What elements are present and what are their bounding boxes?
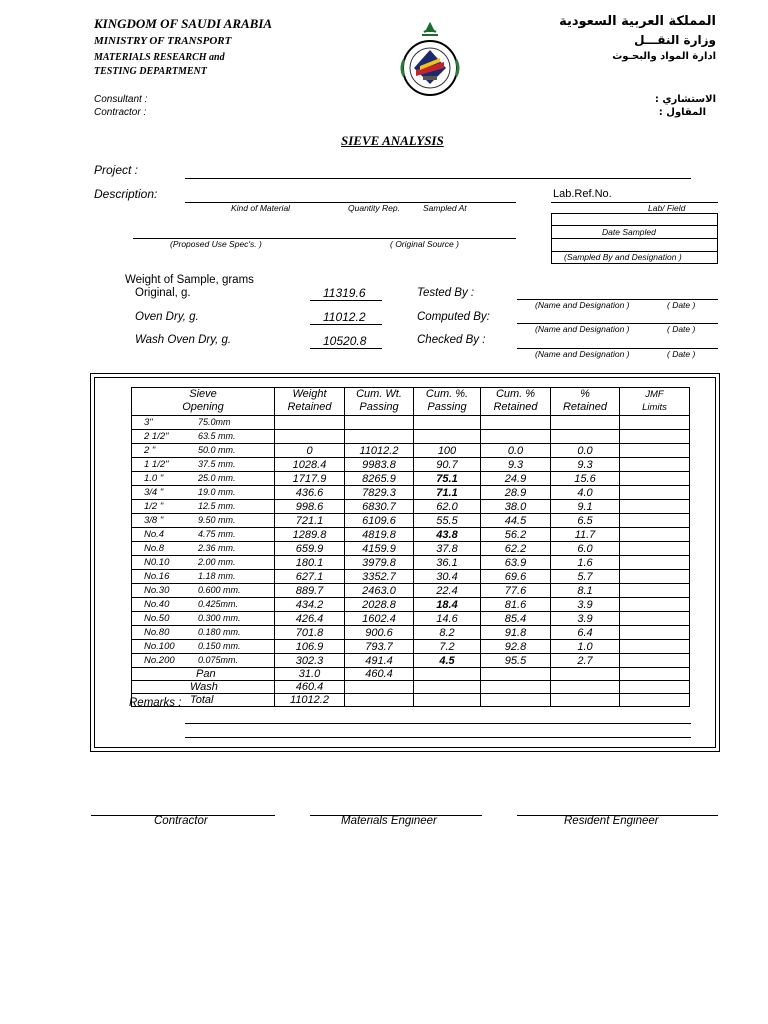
pan-empty-2 xyxy=(481,668,551,681)
wash-oven-dry-line xyxy=(310,348,382,349)
sieve-mm: 0.300 mm. xyxy=(198,613,241,623)
cum-pct-retained-cell: 91.8 xyxy=(481,626,551,640)
sieve-size: No.40 xyxy=(144,599,170,610)
table-row xyxy=(132,654,690,668)
total-empty-3 xyxy=(481,694,551,707)
cum-pct-retained-cell: 95.5 xyxy=(481,654,551,668)
weight-retained-cell: 627.1 xyxy=(275,570,345,584)
original-source-label: ( Original Source ) xyxy=(390,239,459,249)
total-label: Total xyxy=(132,694,275,707)
table-row xyxy=(132,430,690,444)
sieve-opening-cell xyxy=(132,500,275,514)
sieve-mm: 9.50 mm. xyxy=(198,515,236,525)
oven-dry-label: Oven Dry, g. xyxy=(135,311,199,323)
table-row xyxy=(132,612,690,626)
wash-oven-dry-label: Wash Oven Dry, g. xyxy=(135,334,232,346)
cum-wt-passing-cell: 491.4 xyxy=(345,654,414,668)
wash-label: Wash xyxy=(132,681,275,694)
cum-wt-passing-cell xyxy=(345,416,414,430)
computed-by-date: ( Date ) xyxy=(667,324,696,334)
sieve-opening-cell xyxy=(132,640,275,654)
sieve-mm: 19.0 mm. xyxy=(198,487,236,497)
sieve-size: No.50 xyxy=(144,613,170,624)
sampled-by-label: (Sampled By and Designation ) xyxy=(564,252,682,262)
lab-ref-line[interactable] xyxy=(551,202,718,203)
pct-retained-cell xyxy=(551,430,620,444)
cum-pct-passing-cell: 37.8 xyxy=(414,542,481,556)
sieve-opening-cell xyxy=(132,654,275,668)
header-pct-retained: % Retained xyxy=(551,388,620,416)
total-row xyxy=(132,694,690,707)
pct-retained-cell: 6.5 xyxy=(551,514,620,528)
sieve-opening-cell xyxy=(132,612,275,626)
wash-empty-1 xyxy=(345,681,414,694)
sieve-size: 1 1/2" xyxy=(144,459,169,470)
pan-empty-4 xyxy=(620,668,690,681)
description-label: Description: xyxy=(94,187,158,201)
cum-pct-retained-cell: 9.3 xyxy=(481,458,551,472)
sieve-size: No.30 xyxy=(144,585,170,596)
jmf-limits-cell xyxy=(620,528,690,542)
cum-wt-passing-cell: 1602.4 xyxy=(345,612,414,626)
table-header-row xyxy=(132,388,690,416)
sieve-mm: 37.5 mm. xyxy=(198,459,236,469)
oven-dry-line xyxy=(310,324,382,325)
wash-row xyxy=(132,681,690,694)
sieve-mm: 1.18 mm. xyxy=(198,571,236,581)
table-row xyxy=(132,598,690,612)
cum-pct-passing-cell: 75.1 xyxy=(414,472,481,486)
cum-wt-passing-cell: 8265.9 xyxy=(345,472,414,486)
sieve-size: 1/2 " xyxy=(144,501,164,512)
tested-by-label: Tested By : xyxy=(417,287,475,299)
cum-pct-passing-cell: 7.2 xyxy=(414,640,481,654)
jmf-limits-cell xyxy=(620,444,690,458)
tested-by-name: (Name and Designation ) xyxy=(535,300,630,310)
weight-retained-cell: 106.9 xyxy=(275,640,345,654)
consultant-label-arabic: الاستشاري : xyxy=(654,94,716,105)
cum-pct-passing-cell: 62.0 xyxy=(414,500,481,514)
lab-ref-box-divider-1 xyxy=(551,225,718,226)
cum-wt-passing-cell: 2028.8 xyxy=(345,598,414,612)
wash-oven-dry-value: 10520.8 xyxy=(323,334,367,348)
sieve-mm: 2.00 mm. xyxy=(198,557,236,567)
lab-field-label: Lab/ Field xyxy=(648,203,686,213)
sieve-mm: 0.075mm. xyxy=(198,655,239,665)
cum-pct-retained-cell: 24.9 xyxy=(481,472,551,486)
cum-pct-retained-cell: 62.2 xyxy=(481,542,551,556)
wash-empty-5 xyxy=(620,681,690,694)
tested-by-date: ( Date ) xyxy=(667,300,696,310)
cum-pct-retained-cell: 38.0 xyxy=(481,500,551,514)
weight-retained-cell: 659.9 xyxy=(275,542,345,556)
cum-wt-passing-cell: 6109.6 xyxy=(345,514,414,528)
sieve-size: No.16 xyxy=(144,571,170,582)
cum-pct-retained-cell xyxy=(481,430,551,444)
sieve-opening-cell xyxy=(132,416,275,430)
cum-pct-retained-cell: 69.6 xyxy=(481,570,551,584)
jmf-limits-cell xyxy=(620,472,690,486)
cum-pct-retained-cell: 28.9 xyxy=(481,486,551,500)
table-row xyxy=(132,556,690,570)
pct-retained-cell: 2.7 xyxy=(551,654,620,668)
cum-wt-passing-cell: 4159.9 xyxy=(345,542,414,556)
jmf-limits-cell xyxy=(620,626,690,640)
cum-wt-passing-cell: 4819.8 xyxy=(345,528,414,542)
sieve-opening-cell xyxy=(132,472,275,486)
quantity-rep-label: Quantity Rep. xyxy=(348,203,400,213)
header-kingdom-arabic: المملكة العربية السعودية xyxy=(559,14,716,29)
checked-by-name: (Name and Designation ) xyxy=(535,349,630,359)
sieve-mm: 0.425mm. xyxy=(198,599,239,609)
table-row xyxy=(132,528,690,542)
cum-pct-passing-cell: 14.6 xyxy=(414,612,481,626)
sieve-opening-cell xyxy=(132,528,275,542)
header-cum-pct-passing: Cum. %. Passing xyxy=(414,388,481,416)
pan-cum-wt-passing: 460.4 xyxy=(345,668,414,681)
weight-retained-cell: 436.6 xyxy=(275,486,345,500)
cum-wt-passing-cell: 793.7 xyxy=(345,640,414,654)
sieve-size: No.100 xyxy=(144,641,175,652)
sieve-mm: 0.180 mm. xyxy=(198,627,241,637)
table-row xyxy=(132,584,690,598)
table-row xyxy=(132,500,690,514)
sieve-mm: 50.0 mm. xyxy=(198,445,236,455)
sieve-opening-cell xyxy=(132,598,275,612)
cum-pct-retained-cell: 81.6 xyxy=(481,598,551,612)
sieve-size: No.80 xyxy=(144,627,170,638)
resident-engineer-signature-label: Resident Engineer xyxy=(564,815,659,827)
weight-retained-cell: 1028.4 xyxy=(275,458,345,472)
cum-pct-passing-cell: 22.4 xyxy=(414,584,481,598)
header-kingdom: KINGDOM OF SAUDI ARABIA xyxy=(94,16,273,31)
cum-wt-passing-cell: 3352.7 xyxy=(345,570,414,584)
sieve-opening-cell xyxy=(132,542,275,556)
header-cum-pct-retained: Cum. % Retained xyxy=(481,388,551,416)
weight-retained-cell: 889.7 xyxy=(275,584,345,598)
cum-wt-passing-cell xyxy=(345,430,414,444)
contractor-signature-label: Contractor xyxy=(154,815,208,827)
pct-retained-cell: 6.4 xyxy=(551,626,620,640)
sieve-opening-cell xyxy=(132,458,275,472)
header-department-arabic: ادارة المواد والبحـوث xyxy=(612,51,716,62)
cum-pct-passing-cell: 71.1 xyxy=(414,486,481,500)
total-weight-retained: 11012.2 xyxy=(275,694,345,707)
cum-wt-passing-cell: 7829.3 xyxy=(345,486,414,500)
cum-pct-passing-cell: 8.2 xyxy=(414,626,481,640)
weight-heading: Weight of Sample, grams xyxy=(125,274,254,286)
pan-label: Pan xyxy=(132,668,275,681)
table-row xyxy=(132,542,690,556)
cum-pct-passing-cell: 18.4 xyxy=(414,598,481,612)
cum-pct-retained-cell: 0.0 xyxy=(481,444,551,458)
pct-retained-cell: 4.0 xyxy=(551,486,620,500)
sieve-size: 3/8 " xyxy=(144,515,164,526)
pct-retained-cell: 11.7 xyxy=(551,528,620,542)
cum-pct-retained-cell: 77.6 xyxy=(481,584,551,598)
sieve-mm: 2.36 mm. xyxy=(198,543,236,553)
computed-by-label: Computed By: xyxy=(417,311,490,323)
wash-empty-4 xyxy=(551,681,620,694)
weight-retained-cell: 1289.8 xyxy=(275,528,345,542)
cum-pct-retained-cell: 92.8 xyxy=(481,640,551,654)
sieve-opening-cell xyxy=(132,486,275,500)
computed-by-name: (Name and Designation ) xyxy=(535,324,630,334)
sieve-size: No.8 xyxy=(144,543,165,554)
table-row xyxy=(132,640,690,654)
jmf-limits-cell xyxy=(620,416,690,430)
table-row xyxy=(132,444,690,458)
sieve-mm: 0.150 mm. xyxy=(198,641,241,651)
weight-retained-cell: 721.1 xyxy=(275,514,345,528)
header-weight-retained: Weight Retained xyxy=(275,388,345,416)
sieve-size: No.200 xyxy=(144,655,175,666)
table-row xyxy=(132,570,690,584)
pct-retained-cell: 5.7 xyxy=(551,570,620,584)
sieve-opening-cell xyxy=(132,556,275,570)
jmf-limits-cell xyxy=(620,430,690,444)
pct-retained-cell: 8.1 xyxy=(551,584,620,598)
sieve-mm: 25.0 mm. xyxy=(198,473,236,483)
sieve-size: 3" xyxy=(144,417,153,428)
jmf-limits-cell xyxy=(620,612,690,626)
cum-pct-passing-cell xyxy=(414,430,481,444)
sieve-opening-cell xyxy=(132,626,275,640)
sieve-size: 2 1/2" xyxy=(144,431,169,442)
sieve-mm: 0.600 mm. xyxy=(198,585,241,595)
sampled-at-label: Sampled At xyxy=(423,203,467,213)
contractor-label: Contractor : xyxy=(94,107,147,118)
project-line[interactable] xyxy=(185,178,691,179)
jmf-limits-cell xyxy=(620,500,690,514)
weight-retained-cell xyxy=(275,416,345,430)
cum-pct-passing-cell: 36.1 xyxy=(414,556,481,570)
header-ministry: MINISTRY OF TRANSPORT xyxy=(94,35,232,47)
sieve-size: 1.0 " xyxy=(144,473,164,484)
jmf-limits-cell xyxy=(620,640,690,654)
remarks-line-2[interactable] xyxy=(185,737,691,738)
cum-wt-passing-cell: 900.6 xyxy=(345,626,414,640)
cum-pct-passing-cell: 55.5 xyxy=(414,514,481,528)
cum-pct-retained-cell: 56.2 xyxy=(481,528,551,542)
weight-retained-cell: 701.8 xyxy=(275,626,345,640)
checked-by-date: ( Date ) xyxy=(667,349,696,359)
pct-retained-cell: 1.6 xyxy=(551,556,620,570)
checked-by-label: Checked By : xyxy=(417,334,486,346)
cum-wt-passing-cell: 3979.8 xyxy=(345,556,414,570)
jmf-limits-cell xyxy=(620,556,690,570)
pan-weight-retained: 31.0 xyxy=(275,668,345,681)
header-sieve-opening: Sieve Opening xyxy=(132,388,275,416)
pct-retained-cell: 0.0 xyxy=(551,444,620,458)
lab-ref-label: Lab.Ref.No. xyxy=(553,188,612,200)
total-empty-1 xyxy=(345,694,414,707)
pan-empty-1 xyxy=(414,668,481,681)
pct-retained-cell xyxy=(551,416,620,430)
proposed-use-label: (Proposed Use Spec's. ) xyxy=(170,239,262,249)
table-row xyxy=(132,486,690,500)
sieve-mm: 4.75 mm. xyxy=(198,529,236,539)
remarks-label: Remarks : xyxy=(129,697,182,709)
jmf-limits-cell xyxy=(620,458,690,472)
table-row xyxy=(132,626,690,640)
cum-pct-retained-cell: 85.4 xyxy=(481,612,551,626)
sieve-opening-cell xyxy=(132,514,275,528)
header-jmf-limits: JMF Limits xyxy=(620,388,690,416)
cum-pct-retained-cell xyxy=(481,416,551,430)
pan-empty-3 xyxy=(551,668,620,681)
cum-wt-passing-cell: 6830.7 xyxy=(345,500,414,514)
sieve-mm: 75.0mm xyxy=(198,417,231,427)
cum-pct-passing-cell: 100 xyxy=(414,444,481,458)
pct-retained-cell: 1.0 xyxy=(551,640,620,654)
jmf-limits-cell xyxy=(620,654,690,668)
kind-of-material-label: Kind of Material xyxy=(231,203,291,213)
materials-engineer-signature-label: Materials Engineer xyxy=(341,815,437,827)
pct-retained-cell: 9.1 xyxy=(551,500,620,514)
contractor-label-arabic: المقاول : xyxy=(658,107,706,118)
wash-empty-3 xyxy=(481,681,551,694)
cum-pct-retained-cell: 44.5 xyxy=(481,514,551,528)
cum-pct-passing-cell: 30.4 xyxy=(414,570,481,584)
total-empty-4 xyxy=(551,694,620,707)
cum-pct-passing-cell: 90.7 xyxy=(414,458,481,472)
remarks-line-1[interactable] xyxy=(185,723,691,724)
jmf-limits-cell xyxy=(620,584,690,598)
jmf-limits-cell xyxy=(620,514,690,528)
table-row xyxy=(132,472,690,486)
weight-retained-cell: 302.3 xyxy=(275,654,345,668)
weight-retained-cell: 0 xyxy=(275,444,345,458)
project-label: Project : xyxy=(94,163,139,177)
total-empty-2 xyxy=(414,694,481,707)
original-weight-label: Original, g. xyxy=(135,287,191,299)
cum-pct-passing-cell xyxy=(414,416,481,430)
original-weight-value: 11319.6 xyxy=(323,286,366,300)
original-weight-line xyxy=(310,300,382,301)
sieve-opening-cell xyxy=(132,444,275,458)
sieve-size: No.4 xyxy=(144,529,165,540)
header-department-1: MATERIALS RESEARCH and xyxy=(94,52,225,63)
lab-ref-box-divider-2 xyxy=(551,238,718,239)
cum-wt-passing-cell: 2463.0 xyxy=(345,584,414,598)
cum-pct-passing-cell: 4.5 xyxy=(414,654,481,668)
wash-weight-retained: 460.4 xyxy=(275,681,345,694)
pan-row xyxy=(132,668,690,681)
ministry-logo xyxy=(390,22,470,98)
sieve-table xyxy=(131,387,690,707)
sieve-mm: 63.5 mm. xyxy=(198,431,236,441)
table-row xyxy=(132,514,690,528)
form-title: SIEVE ANALYSIS xyxy=(341,133,444,148)
pct-retained-cell: 3.9 xyxy=(551,612,620,626)
consultant-label: Consultant : xyxy=(94,94,148,105)
cum-pct-retained-cell: 63.9 xyxy=(481,556,551,570)
jmf-limits-cell xyxy=(620,542,690,556)
pct-retained-cell: 3.9 xyxy=(551,598,620,612)
date-sampled-label: Date Sampled xyxy=(602,227,656,237)
weight-retained-cell: 180.1 xyxy=(275,556,345,570)
cum-pct-passing-cell: 43.8 xyxy=(414,528,481,542)
weight-retained-cell xyxy=(275,430,345,444)
jmf-limits-cell xyxy=(620,598,690,612)
table-row xyxy=(132,416,690,430)
sieve-opening-cell xyxy=(132,570,275,584)
jmf-limits-cell xyxy=(620,570,690,584)
sieve-size: 3/4 " xyxy=(144,487,164,498)
weight-retained-cell: 426.4 xyxy=(275,612,345,626)
table-row xyxy=(132,458,690,472)
cum-wt-passing-cell: 11012.2 xyxy=(345,444,414,458)
header-department-2: TESTING DEPARTMENT xyxy=(94,66,207,77)
header-ministry-arabic: وزارة النقـــل xyxy=(634,33,716,47)
jmf-limits-cell xyxy=(620,486,690,500)
sieve-size: N0.10 xyxy=(144,557,170,568)
sieve-mm: 12.5 mm. xyxy=(198,501,236,511)
pct-retained-cell: 6.0 xyxy=(551,542,620,556)
sieve-opening-cell xyxy=(132,430,275,444)
sieve-opening-cell xyxy=(132,584,275,598)
total-empty-5 xyxy=(620,694,690,707)
header-cum-wt-passing: Cum. Wt. Passing xyxy=(345,388,414,416)
pct-retained-cell: 15.6 xyxy=(551,472,620,486)
sieve-size: 2 " xyxy=(144,445,156,456)
weight-retained-cell: 434.2 xyxy=(275,598,345,612)
oven-dry-value: 11012.2 xyxy=(323,310,366,324)
weight-retained-cell: 998.6 xyxy=(275,500,345,514)
wash-empty-2 xyxy=(414,681,481,694)
weight-retained-cell: 1717.9 xyxy=(275,472,345,486)
cum-wt-passing-cell: 9983.8 xyxy=(345,458,414,472)
pct-retained-cell: 9.3 xyxy=(551,458,620,472)
